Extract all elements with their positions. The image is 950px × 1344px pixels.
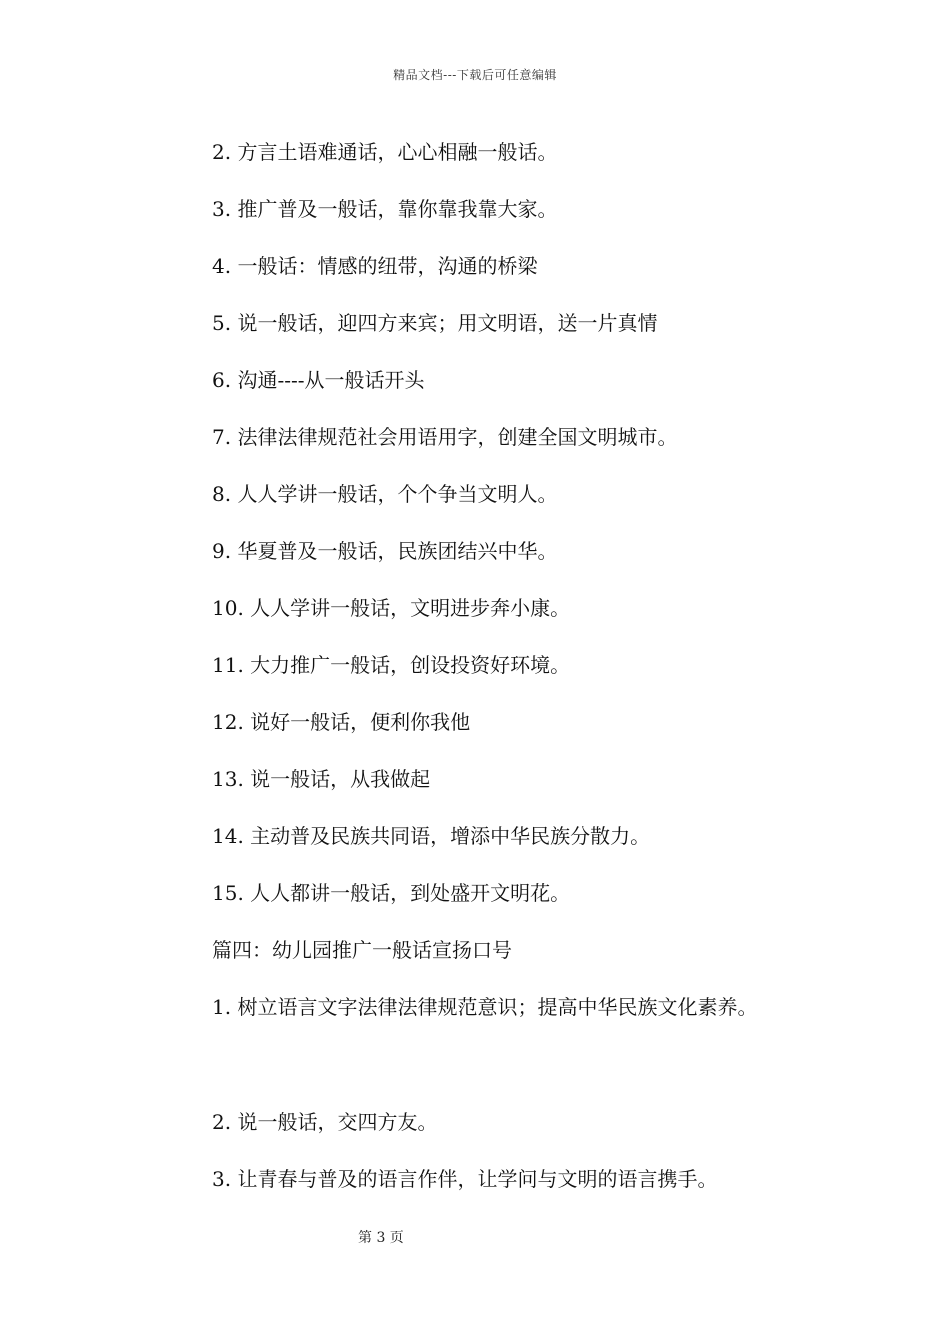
text-line: 3. 让青春与普及的语言作伴，让学问与文明的语言携手。	[212, 1167, 718, 1191]
text-line: 2. 说一般话，交四方友。	[212, 1110, 438, 1134]
text-line: 3. 推广普及一般话，靠你靠我靠大家。	[212, 197, 558, 221]
text-line: 4. 一般话：情感的纽带，沟通的桥梁	[212, 254, 538, 278]
text-line: 1. 树立语言文字法律法律规范意识；提高中华民族文化素养。	[212, 995, 758, 1019]
text-line: 8. 人人学讲一般话，个个争当文明人。	[212, 482, 558, 506]
text-line: 2. 方言土语难通话，心心相融一般话。	[212, 140, 558, 164]
page-header: 精品文档---下载后可任意编辑	[393, 68, 557, 82]
text-line: 10. 人人学讲一般话，文明进步奔小康。	[212, 596, 571, 620]
text-line: 7. 法律法律规范社会用语用字，创建全国文明城市。	[212, 425, 678, 449]
text-line: 9. 华夏普及一般话，民族团结兴中华。	[212, 539, 558, 563]
text-line: 6. 沟通----从一般话开头	[212, 368, 425, 392]
page-number: 第 3 页	[358, 1230, 404, 1246]
text-line: 11. 大力推广一般话，创设投资好环境。	[212, 653, 571, 677]
text-line: 13. 说一般话，从我做起	[212, 767, 431, 791]
section-heading: 篇四：幼儿园推广一般话宣扬口号	[212, 938, 512, 962]
text-line: 14. 主动普及民族共同语，增添中华民族分散力。	[212, 824, 651, 848]
text-line: 15. 人人都讲一般话，到处盛开文明花。	[212, 881, 571, 905]
text-line: 12. 说好一般话，便利你我他	[212, 710, 471, 734]
text-line: 5. 说一般话，迎四方来宾；用文明语，送一片真情	[212, 311, 658, 335]
